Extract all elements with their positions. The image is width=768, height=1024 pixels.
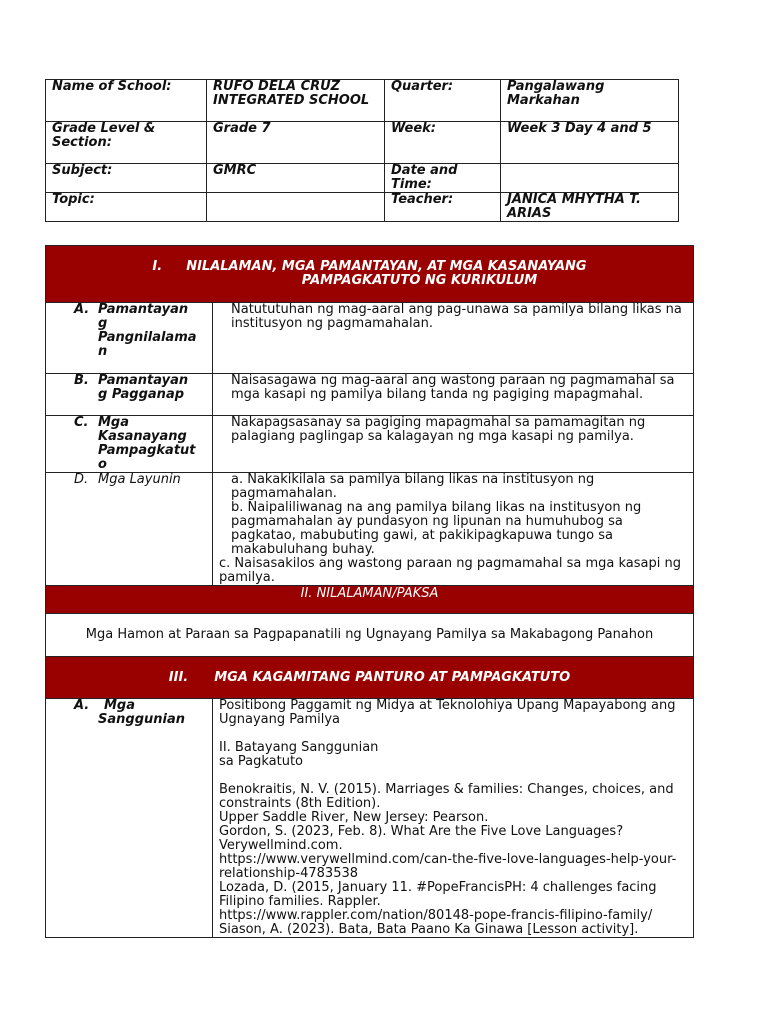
row-a-label-line: Pangnilalama: [98, 330, 197, 345]
subject-label: Subject:: [46, 164, 207, 193]
section-1-number: I.: [152, 259, 163, 274]
references-content: [213, 699, 694, 938]
row-a-letter: A.: [74, 302, 90, 317]
week-label: Week:: [385, 122, 501, 164]
school-value: RUFO DELA CRUZ INTEGRATED SCHOOL: [207, 80, 385, 122]
subject-value: GMRC: [207, 164, 385, 193]
grade-label: Grade Level & Section:: [46, 122, 207, 164]
row-b-label-line: Pamantayan: [98, 373, 189, 388]
objective-c: c. Naisasakilos ang wastong paraan ng pagmamahal sa mga kasapi ng pamilya.: [219, 556, 681, 585]
reference-item: Gordon, S. (2023, Feb. 8). What Are the Five Love Languages? Verywellmind.com.: [219, 824, 624, 853]
row-c-content: Nakapagsasanay sa pagiging mapagmahal sa pamamagitan ng palagiang paglingap sa kalagayan ng mga kasapi ng pamilya.: [213, 416, 694, 473]
grade-value: Grade 7: [207, 122, 385, 164]
reference-link: https://www.verywellmind.com/can-the-five-love-languages-help-your-relationship-4783538: [219, 852, 677, 881]
teacher-value: JANICA MHYTHA T. ARIAS: [501, 193, 679, 222]
row-3a-label-line: Sanggunian: [98, 712, 185, 727]
row-a-content: Natututuhan ng mag-aaral ang pag-unawa sa pamilya bilang likas na institusyon ng pagmamahalan.: [213, 303, 694, 374]
row-mga-layunin: [46, 473, 694, 586]
row-a-label: [46, 303, 213, 374]
row-mga-sanggunian: [46, 699, 694, 938]
topic-value: [207, 193, 385, 222]
row-c-label-line: o: [98, 457, 107, 472]
reference-item: Benokraitis, N. V. (2015). Marriages & families: Changes, choices, and constraints (8th Edition).: [219, 782, 674, 811]
row-pamantayang-pagganap: [46, 374, 694, 416]
row-3a-letter: A.: [74, 698, 90, 713]
week-value: Week 3 Day 4 and 5: [501, 122, 679, 164]
section-1-header: [46, 246, 694, 303]
objective-b: b. Naipaliliwanag na ang pamilya bilang likas na institusyon ng pagmamahalan ay pundasyon ng lipunan na humuhubog sa pagkatao, mabubuting gawi, at pakikipagkapuwa tungo sa makabuluhang buhay.: [231, 500, 642, 557]
section-1-title-line1: NILALAMAN, MGA PAMANTAYAN, AT MGA KASANAYANG: [186, 259, 587, 274]
row-c-label-line: Kasanayang: [98, 429, 187, 444]
row-c-label-line: Pampagkatut: [98, 443, 196, 458]
date-value: [501, 164, 679, 193]
section-3-number: III.: [168, 669, 189, 685]
references-subheading-line1: II. Batayang Sanggunian: [219, 740, 379, 755]
row-b-content: Naisasagawa ng mag-aaral ang wastong paraan ng pagmamahal sa mga kasapi ng pamilya bilang tanda ng pagiging mapagmahal.: [213, 374, 694, 416]
section-3-title: MGA KAGAMITANG PANTURO AT PAMPAGKATUTO: [214, 669, 571, 685]
objective-a: a. Nakakikilala sa pamilya bilang likas na institusyon ng pagmamahalan.: [231, 472, 595, 501]
topic-label: Topic:: [46, 193, 207, 222]
quarter-label: Quarter:: [385, 80, 501, 122]
row-pamantayang-pangnilalaman: [46, 303, 694, 374]
row-kasanayang-pampagkatuto: [46, 416, 694, 473]
row-3a-label: [46, 699, 213, 938]
row-c-label: [46, 416, 213, 473]
topic-content: Mga Hamon at Paraan sa Pagpapanatili ng Ugnayang Pamilya sa Makabagong Panahon: [46, 614, 694, 657]
date-label: Date and Time:: [385, 164, 501, 193]
row-b-label-line: g Pagganap: [98, 387, 185, 402]
row-a-label-line: n: [98, 344, 108, 359]
section-1-title-line2: PAMPAGKATUTO NG KURIKULUM: [301, 273, 538, 288]
teacher-label: Teacher:: [385, 193, 501, 222]
section-2-header: II. NILALAMAN/PAKSA: [46, 586, 694, 614]
row-c-letter: C.: [74, 415, 89, 430]
lesson-info-table: [45, 79, 679, 222]
objectives-list: [213, 473, 694, 586]
section-3-header: [46, 657, 694, 699]
references-intro: Positibong Paggamit ng Midya at Teknolohiya Upang Mapayabong ang Ugnayang Pamilya: [219, 698, 676, 727]
row-d-label-line: Mga Layunin: [98, 472, 181, 487]
references-subheading-line2: sa Pagkatuto: [219, 754, 303, 769]
reference-item: Lozada, D. (2015, January 11. #PopeFrancisPH: 4 challenges facing Filipino families. Rappler.: [219, 880, 657, 909]
quarter-value: Pangalawang Markahan: [501, 80, 679, 122]
reference-link: https://www.rappler.com/nation/80148-pope-francis-filipino-family/: [219, 908, 653, 923]
reference-item: Upper Saddle River, New Jersey: Pearson.: [219, 810, 489, 825]
row-b-letter: B.: [74, 373, 89, 388]
lesson-plan-table: [45, 245, 694, 938]
row-c-label-line: Mga: [98, 415, 130, 430]
row-a-label-line: Pamantayan: [98, 302, 189, 317]
row-a-label-line: g: [98, 316, 108, 331]
row-3a-label-line: Mga: [104, 698, 136, 713]
reference-item: Siason, A. (2023). Bata, Bata Paano Ka Ginawa [Lesson activity].: [219, 922, 639, 937]
row-d-letter: D.: [74, 472, 89, 487]
row-d-label: [46, 473, 213, 586]
row-b-label: [46, 374, 213, 416]
school-label: Name of School:: [46, 80, 207, 122]
